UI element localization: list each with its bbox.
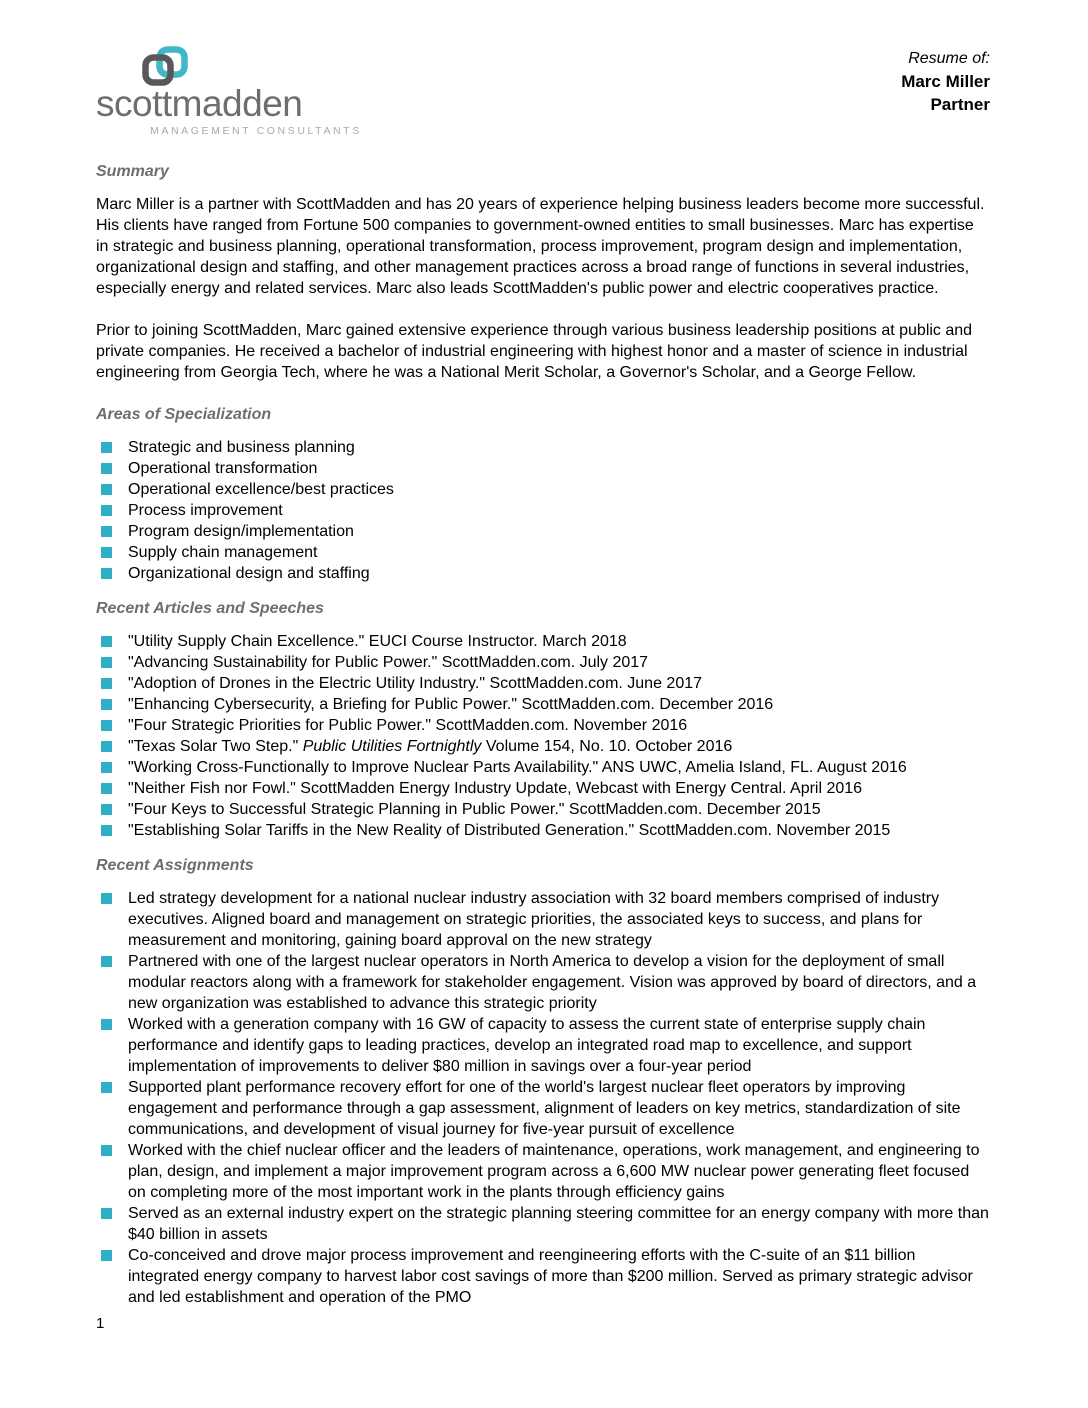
article-list-item bbox=[96, 778, 990, 799]
list-item-text: Led strategy development for a national nuclear industry association with 32 board members comprised of industry executives. Aligned board and management on strategic priorities, the associated keys to success, and plans for measurement and monitoring, gaining board approval on the new strategy bbox=[128, 890, 940, 949]
assignment-list-item bbox=[96, 1014, 990, 1077]
assignments-section bbox=[96, 855, 990, 1308]
article-list-item bbox=[96, 673, 990, 694]
scottmadden-logo bbox=[96, 46, 362, 137]
page-number: 1 bbox=[96, 1315, 105, 1332]
resume-of-label: Resume of: bbox=[908, 50, 990, 67]
resume-of-block bbox=[901, 46, 990, 116]
square-bullet-icon bbox=[101, 762, 112, 773]
specialization-list-item bbox=[96, 437, 990, 458]
specialization-list-item bbox=[96, 479, 990, 500]
list-item-text: Operational excellence/best practices bbox=[128, 481, 394, 498]
list-item-text: Process improvement bbox=[128, 502, 283, 519]
square-bullet-icon bbox=[101, 720, 112, 731]
list-item-text: "Working Cross-Functionally to Improve Nuclear Parts Availability." ANS UWC, Amelia Island, FL. August 2016 bbox=[128, 759, 907, 776]
list-item-text: "Utility Supply Chain Excellence." EUCI Course Instructor. March 2018 bbox=[128, 633, 627, 650]
logo-brand-text: scottmadden bbox=[96, 83, 303, 124]
summary-paragraph-1: Marc Miller is a partner with ScottMadden and has 20 years of experience helping business leaders become more successful. His clients have ranged from Fortune 500 companies to government-owned entities to small businesses. Marc has expertise in strategic and business planning, operational transformation, process improvement, program design and implementation, organizational design and staffing, and other management practices across a broad range of functions in several industries, especially energy and related services. Marc also leads ScottMadden's public power and electric cooperatives practice. bbox=[96, 196, 985, 297]
specialization-list-item bbox=[96, 521, 990, 542]
list-item-text: Program design/implementation bbox=[128, 523, 354, 540]
list-item-text: Worked with the chief nuclear officer and the leaders of maintenance, operations, work management, and engineering to plan, design, and implement a major improvement program across a 6,600 MW nuclear power generating fleet focused on completing more of the most important work in the plants through efficiency gains bbox=[128, 1142, 980, 1201]
list-item-text: Partnered with one of the largest nuclear operators in North America to develop a vision for the deployment of small modular reactors along with a framework for stakeholder engagement. Vision was approved by board of directors, and a new organization was established to advance this strategic priority bbox=[128, 953, 977, 1012]
list-item-text: Worked with a generation company with 16 GW of capacity to assess the current state of enterprise supply chain performance and identify gaps to leading practices, develop an integrated road map to excellence, and support implementation of improvements to deliver $80 million in savings over a four-year period bbox=[128, 1016, 926, 1075]
summary-paragraph-2: Prior to joining ScottMadden, Marc gained extensive experience through various business leadership positions at public and private companies. He received a bachelor of industrial engineering with highest honor and a master of science in industrial engineering from Georgia Tech, where he was a National Merit Scholar, a Governor's Scholar, and a George Fellow. bbox=[96, 322, 973, 381]
articles-list bbox=[96, 631, 990, 841]
list-item-text: Operational transformation bbox=[128, 460, 318, 477]
person-name: Marc Miller bbox=[901, 72, 990, 91]
list-item-text: Strategic and business planning bbox=[128, 439, 355, 456]
square-bullet-icon bbox=[101, 657, 112, 668]
list-item-text: "Four Keys to Successful Strategic Planning in Public Power." ScottMadden.com. December 2015 bbox=[128, 801, 821, 818]
article-list-item bbox=[96, 631, 990, 652]
article-list-item bbox=[96, 799, 990, 820]
square-bullet-icon bbox=[101, 1250, 112, 1261]
assignment-list-item bbox=[96, 1077, 990, 1140]
assignment-list-item bbox=[96, 951, 990, 1014]
assignment-list-item bbox=[96, 888, 990, 951]
list-item-text: "Enhancing Cybersecurity, a Briefing for Public Power." ScottMadden.com. December 2016 bbox=[128, 696, 774, 713]
overlapping-squares-logo-icon bbox=[142, 46, 188, 86]
square-bullet-icon bbox=[101, 825, 112, 836]
square-bullet-icon bbox=[101, 1145, 112, 1156]
assignments-heading: Recent Assignments bbox=[96, 857, 254, 874]
assignment-list-item bbox=[96, 1140, 990, 1203]
square-bullet-icon bbox=[101, 505, 112, 516]
square-bullet-icon bbox=[101, 463, 112, 474]
list-item-text: "Establishing Solar Tariffs in the New Reality of Distributed Generation." ScottMadden.com. November 2015 bbox=[128, 822, 891, 839]
square-bullet-icon bbox=[101, 804, 112, 815]
specialization-list-item bbox=[96, 542, 990, 563]
square-bullet-icon bbox=[101, 1208, 112, 1219]
assignments-list bbox=[96, 888, 990, 1308]
square-bullet-icon bbox=[101, 1019, 112, 1030]
square-bullet-icon bbox=[101, 547, 112, 558]
assignment-list-item bbox=[96, 1203, 990, 1245]
article-list-item bbox=[96, 736, 990, 757]
specialization-list-item bbox=[96, 500, 990, 521]
summary-section bbox=[96, 161, 990, 383]
article-list-item bbox=[96, 820, 990, 841]
articles-heading: Recent Articles and Speeches bbox=[96, 600, 324, 617]
square-bullet-icon bbox=[101, 783, 112, 794]
article-list-item bbox=[96, 694, 990, 715]
square-bullet-icon bbox=[101, 484, 112, 495]
article-list-item bbox=[96, 757, 990, 778]
summary-heading: Summary bbox=[96, 163, 169, 180]
article-list-item bbox=[96, 715, 990, 736]
square-bullet-icon bbox=[101, 442, 112, 453]
article-list-item bbox=[96, 652, 990, 673]
assignment-list-item bbox=[96, 1245, 990, 1308]
square-bullet-icon bbox=[101, 956, 112, 967]
articles-section bbox=[96, 598, 990, 841]
list-item-text: Supported plant performance recovery effort for one of the world's largest nuclear fleet operators by improving engagement and performance through a gap assessment, alignment of leaders on key metrics, standardization of site communications, and development of visual journey for five-year pursuit of excellence bbox=[128, 1079, 961, 1138]
list-item-text: "Neither Fish nor Fowl." ScottMadden Energy Industry Update, Webcast with Energy Central. April 2016 bbox=[128, 780, 863, 797]
specialization-list bbox=[96, 437, 990, 584]
list-item-text: "Adoption of Drones in the Electric Utility Industry." ScottMadden.com. June 2017 bbox=[128, 675, 703, 692]
square-bullet-icon bbox=[101, 678, 112, 689]
list-item-text: "Four Strategic Priorities for Public Power." ScottMadden.com. November 2016 bbox=[128, 717, 688, 734]
list-item-text: Supply chain management bbox=[128, 544, 318, 561]
specialization-heading: Areas of Specialization bbox=[96, 406, 272, 423]
list-item-text: Organizational design and staffing bbox=[128, 565, 370, 582]
list-item-text: "Texas Solar Two Step." Public Utilities Fortnightly Volume 154, No. 10. October 2016 bbox=[128, 738, 733, 755]
square-bullet-icon bbox=[101, 699, 112, 710]
square-bullet-icon bbox=[101, 1082, 112, 1093]
square-bullet-icon bbox=[101, 526, 112, 537]
specialization-list-item bbox=[96, 458, 990, 479]
logo-tagline-text: MANAGEMENT CONSULTANTS bbox=[150, 125, 362, 137]
person-title: Partner bbox=[930, 95, 990, 114]
page-header bbox=[96, 46, 990, 137]
square-bullet-icon bbox=[101, 893, 112, 904]
square-bullet-icon bbox=[101, 741, 112, 752]
specialization-list-item bbox=[96, 563, 990, 584]
square-bullet-icon bbox=[101, 568, 112, 579]
square-bullet-icon bbox=[101, 636, 112, 647]
list-item-text: "Advancing Sustainability for Public Power." ScottMadden.com. July 2017 bbox=[128, 654, 649, 671]
list-item-text: Co-conceived and drove major process improvement and reengineering efforts with the C-suite of an $11 billion integrated energy company to harvest labor cost savings of more than $200 million. Served as primary strategic advisor and led establishment and operation of the PMO bbox=[128, 1247, 973, 1306]
specialization-section bbox=[96, 404, 990, 584]
list-item-text: Served as an external industry expert on the strategic planning steering committee for an energy company with more than $40 billion in assets bbox=[128, 1205, 989, 1243]
